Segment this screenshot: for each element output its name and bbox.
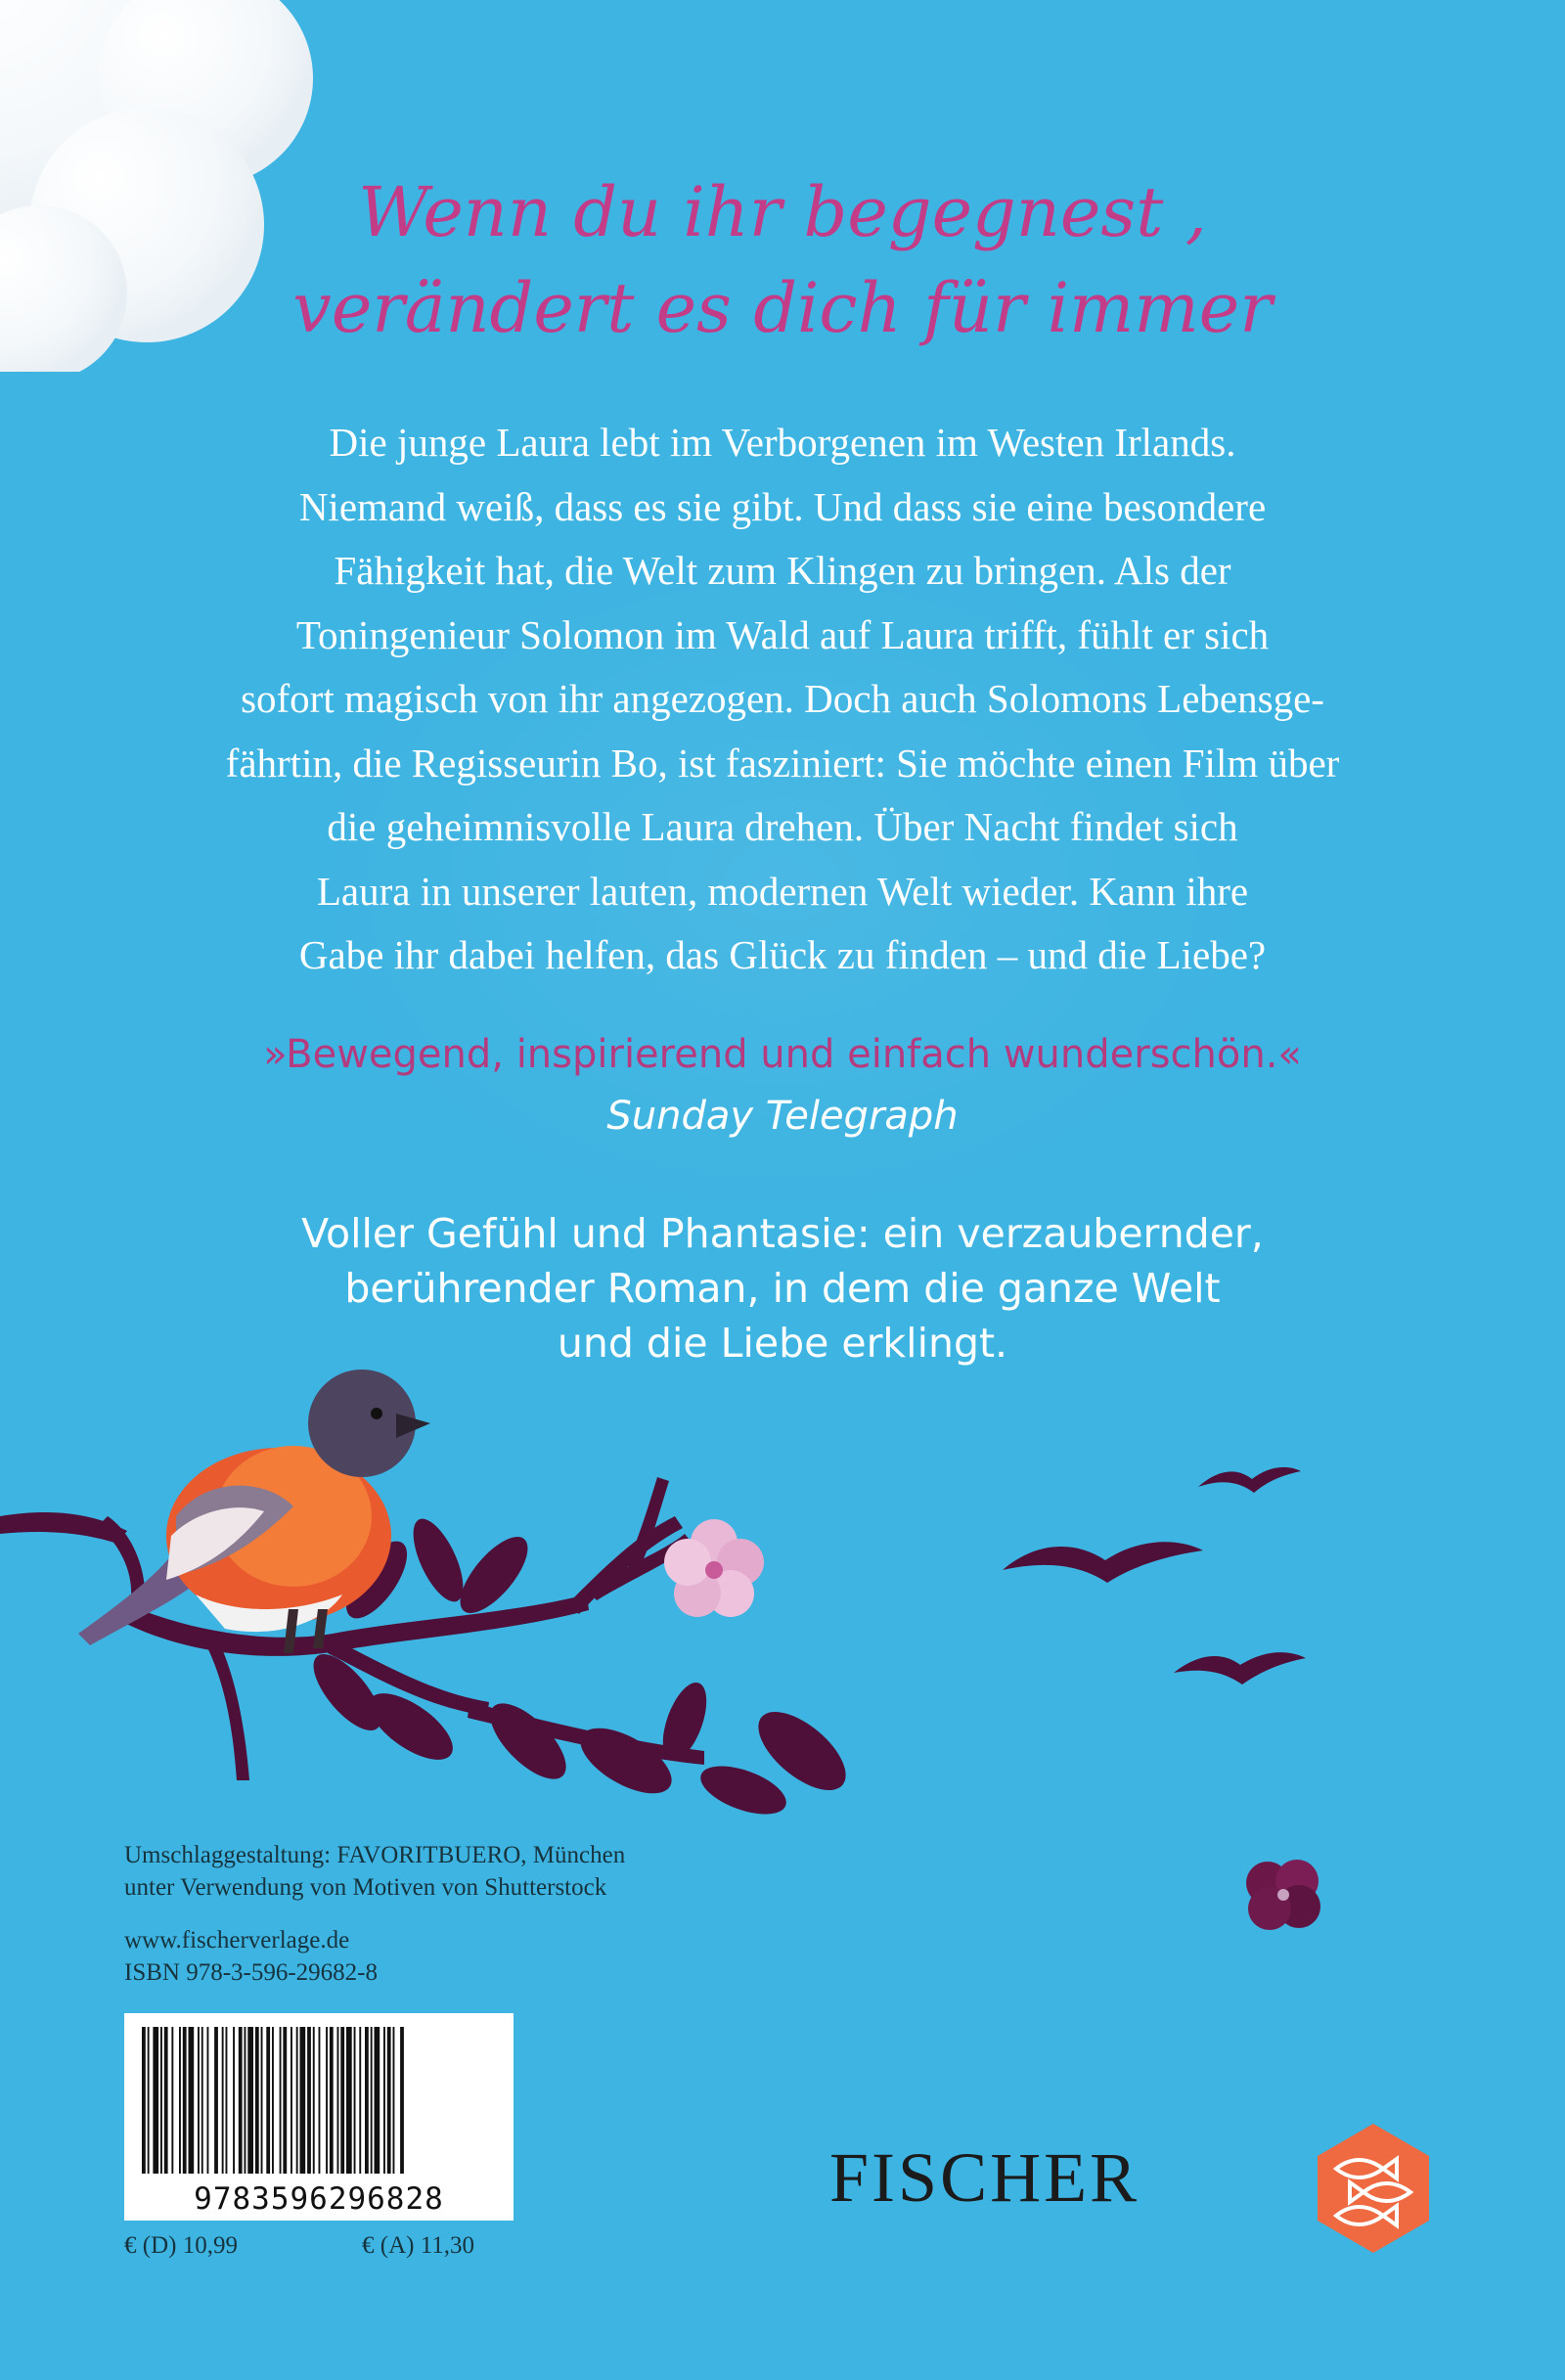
- pitch-line: berührender Roman, in dem die ganze Welt: [344, 1265, 1221, 1312]
- pitch: [0, 1206, 1565, 1370]
- barcode-bar: [198, 2027, 200, 2174]
- barcode-bar: [214, 2027, 218, 2174]
- barcode-bar: [283, 2027, 287, 2174]
- tagline: [0, 164, 1565, 356]
- pitch-line: und die Liebe erklingt.: [557, 1320, 1008, 1367]
- price-germany: € (D) 10,99: [124, 2232, 238, 2259]
- publisher-name: FISCHER: [829, 2138, 1140, 2217]
- blurb-line: Fähigkeit hat, die Welt zum Klingen zu bringen. Als der: [334, 548, 1231, 593]
- blossom-icon: [664, 1519, 764, 1617]
- barcode-bar: [326, 2027, 328, 2174]
- barcode-bar: [239, 2027, 243, 2174]
- blurb-line: Gabe ihr dabei helfen, das Glück zu finden – und die Liebe?: [298, 932, 1267, 977]
- barcode-bar: [365, 2027, 369, 2174]
- barcode-bar: [313, 2027, 315, 2174]
- publisher-info: [124, 1924, 378, 1989]
- review-quote: »Bewegend, inspirierend und einfach wunderschön.«: [263, 1032, 1302, 1077]
- blurb-line: Toningenieur Solomon im Wald auf Laura trifft, fühlt er sich: [295, 611, 1270, 657]
- barcode-bar: [296, 2027, 298, 2174]
- barcode-bar: [319, 2027, 321, 2174]
- review-source: Sunday Telegraph: [606, 1094, 959, 1139]
- barcode-bar: [291, 2027, 292, 2174]
- barcode-bars: [142, 2027, 496, 2174]
- barcode-bar: [375, 2027, 380, 2174]
- blurb-line: sofort magisch von ihr angezogen. Doch auch Solomons Lebensge-: [241, 676, 1324, 721]
- barcode-bar: [245, 2027, 246, 2174]
- barcode-bar: [261, 2027, 263, 2174]
- barcode-bar: [189, 2027, 195, 2174]
- barcode-bar: [387, 2027, 391, 2174]
- barcode-bar: [340, 2027, 344, 2174]
- barcode-bar: [307, 2027, 311, 2174]
- cover-credits: [124, 1839, 625, 1904]
- barcode-bar: [148, 2027, 150, 2174]
- barcode-bar: [383, 2027, 385, 2174]
- barcode-bar: [247, 2027, 253, 2174]
- credits-line: unter Verwendung von Motiven von Shutterstock: [124, 1874, 607, 1901]
- price-austria: € (A) 11,30: [362, 2232, 475, 2259]
- barcode-bar: [300, 2027, 306, 2174]
- barcode-bar: [160, 2027, 162, 2174]
- blurb-line: Niemand weiß, dass es sie gibt. Und dass sie eine besondere: [298, 483, 1267, 529]
- barcode-bar: [233, 2027, 235, 2174]
- barcode-bar: [183, 2027, 187, 2174]
- barcode-bar: [337, 2027, 339, 2174]
- barcode-bar: [226, 2027, 228, 2174]
- barcode-bar: [164, 2027, 168, 2174]
- flying-birds: [1003, 1467, 1306, 1684]
- barcode-bar: [207, 2027, 209, 2174]
- pitch-line: Voller Gefühl und Phantasie: ein verzaubernder,: [301, 1210, 1264, 1257]
- website-url: www.fischerverlage.de: [124, 1927, 350, 1953]
- barcode-bar: [330, 2027, 334, 2174]
- barcode-bar: [359, 2027, 361, 2174]
- barcode-bar: [266, 2027, 270, 2174]
- barcode-bar: [400, 2027, 404, 2174]
- credits-line: Umschlaggestaltung: FAVORITBUERO, München: [124, 1842, 626, 1868]
- barcode-bar: [222, 2027, 224, 2174]
- barcode-bar: [371, 2027, 373, 2174]
- barcode: [124, 2013, 514, 2221]
- barcode-bar: [346, 2027, 352, 2174]
- barcode-bar: [201, 2027, 203, 2174]
- blurb-line: fährtin, die Regisseurin Bo, ist fasziniert: Sie möchte einen Film über: [225, 740, 1340, 786]
- barcode-bar: [354, 2027, 356, 2174]
- tagline-line-2: verändert es dich für immer: [292, 268, 1273, 348]
- tagline-line-1: Wenn du ihr begegnest ,: [358, 172, 1207, 252]
- barcode-bar: [393, 2027, 395, 2174]
- blurb-line: Die junge Laura lebt im Verborgenen im Westen Irlands.: [329, 420, 1236, 465]
- barcode-bar: [142, 2027, 146, 2174]
- fischer-fish-logo-icon: [1307, 2122, 1440, 2255]
- barcode-bar: [272, 2027, 274, 2174]
- barcode-bar: [179, 2027, 181, 2174]
- isbn-text: ISBN 978-3-596-29682-8: [124, 1959, 379, 1986]
- barcode-bar: [171, 2027, 173, 2174]
- purple-flower-icon: [1246, 1860, 1320, 1930]
- barcode-bar: [280, 2027, 282, 2174]
- blurb-line: die geheimnisvolle Laura drehen. Über Nacht findet sich: [327, 804, 1238, 849]
- barcode-bar: [255, 2027, 259, 2174]
- bullfinch-bird: [78, 1370, 430, 1653]
- barcode-number: 9783596296828: [194, 2181, 444, 2217]
- blurb-line: Laura in unserer lauten, modernen Welt wieder. Kann ihre: [316, 868, 1249, 914]
- blurb: [147, 411, 1418, 988]
- barcode-bar: [153, 2027, 158, 2174]
